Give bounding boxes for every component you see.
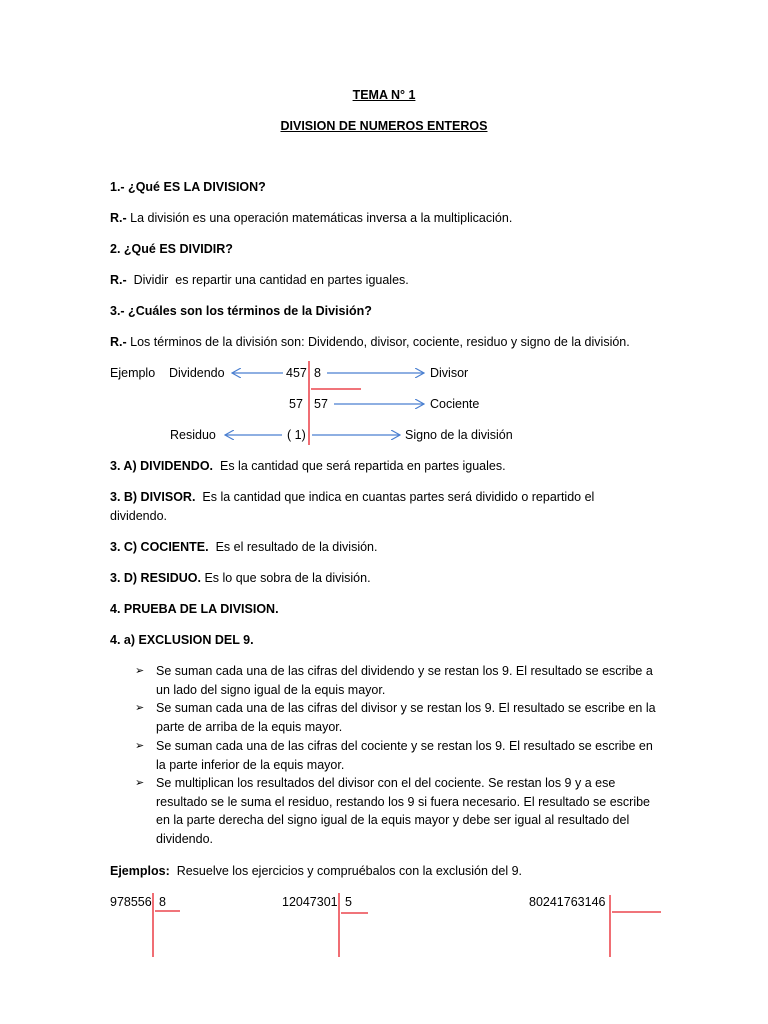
example-partial: 57 [289, 397, 303, 411]
answer-text: Dividir es repartir una cantidad en partes iguales. [126, 273, 409, 287]
document-title: TEMA N° 1 [352, 88, 416, 102]
cociente-label: Cociente [430, 397, 480, 411]
def-label: 3. A) DIVIDENDO. [110, 459, 214, 473]
answer-2 [110, 273, 409, 287]
exercise-1-divisor: 8 [159, 895, 166, 909]
bullet-item: Se multiplican los resultados del divisor con el del cociente. Se restan los 9 y a ese resultado se le suma el residuo, restando los 9 si fuera necesario. El resultado se escribe en la parte derecha del signo igual de la equis mayor y debe ser igual al resultado del dividendo. [156, 776, 651, 847]
divisor-label: Divisor [430, 366, 469, 380]
exercise-2-divisor: 5 [345, 895, 352, 909]
exercise-1-dividend: 978556 [110, 895, 152, 909]
def-label: 3. B) DIVISOR. [110, 490, 196, 504]
bullet-item: Se suman cada una de las cifras del cociente y se restan los 9. El resultado se escribe en la parte inferior de la equis mayor. [156, 739, 653, 772]
bullet-arrow-icon: ➢ [135, 665, 145, 677]
exercise-2-dividend: 12047301 [282, 895, 338, 909]
answer-text: Los términos de la división son: Dividendo, divisor, cociente, residuo y signo de la división. [126, 335, 630, 349]
def-text: Es el resultado de la división. [208, 540, 378, 554]
ejemplos-line [110, 864, 522, 878]
signo-label: Signo de la división [405, 428, 513, 442]
example-dividend: 457 [286, 366, 307, 380]
bullet-arrow-icon: ➢ [135, 740, 145, 752]
def-cociente [110, 540, 377, 554]
example-remainder: ( 1) [287, 428, 306, 442]
exercise-3-dividend: 80241763146 [529, 895, 606, 909]
exclusion-heading: 4. a) EXCLUSION DEL 9. [110, 633, 254, 647]
def-text: Es lo que sobra de la división. [201, 571, 371, 585]
ejemplos-text: Resuelve los ejercicios y compruébalos con la exclusión del 9. [169, 864, 523, 878]
residuo-label: Residuo [170, 428, 216, 442]
def-text: Es la cantidad que indica en cuantas partes será dividido o repartido el [195, 490, 595, 504]
dividendo-label: Dividendo [169, 366, 225, 380]
example-quotient: 57 [314, 397, 328, 411]
def-text: Es la cantidad que será repartida en partes iguales. [213, 459, 506, 473]
answer-prefix: R.- [110, 335, 127, 349]
bullet-item: Se suman cada una de las cifras del divisor y se restan los 9. El resultado se escribe en la parte de arriba de la equis mayor. [156, 701, 656, 734]
def-divisor [110, 490, 594, 504]
answer-text: La división es una operación matemáticas inversa a la multiplicación. [126, 211, 513, 225]
def-divisor-cont: dividendo. [110, 509, 167, 523]
question-3: 3.- ¿Cuáles son los términos de la División? [110, 304, 372, 318]
answer-1 [110, 211, 512, 225]
answer-prefix: R.- [110, 273, 127, 287]
ejemplos-label: Ejemplos: [110, 864, 170, 878]
document-subtitle: DIVISION DE NUMEROS ENTEROS [280, 119, 488, 133]
answer-prefix: R.- [110, 211, 127, 225]
def-label: 3. D) RESIDUO. [110, 571, 201, 585]
def-residuo [110, 571, 371, 585]
example-label: Ejemplo [110, 366, 156, 380]
bullet-item: Se suman cada una de las cifras del dividendo y se restan los 9. El resultado se escribe a un lado del signo igual de la equis mayor. [156, 664, 653, 697]
example-divisor: 8 [314, 366, 321, 380]
prueba-heading: 4. PRUEBA DE LA DIVISION. [110, 602, 279, 616]
def-dividendo [110, 459, 506, 473]
answer-3 [110, 335, 630, 349]
bullet-arrow-icon: ➢ [135, 702, 145, 714]
question-2: 2. ¿Qué ES DIVIDIR? [110, 242, 233, 256]
def-label: 3. C) COCIENTE. [110, 540, 209, 554]
question-1: 1.- ¿Qué ES LA DIVISION? [110, 180, 266, 194]
bullet-arrow-icon: ➢ [135, 777, 145, 789]
